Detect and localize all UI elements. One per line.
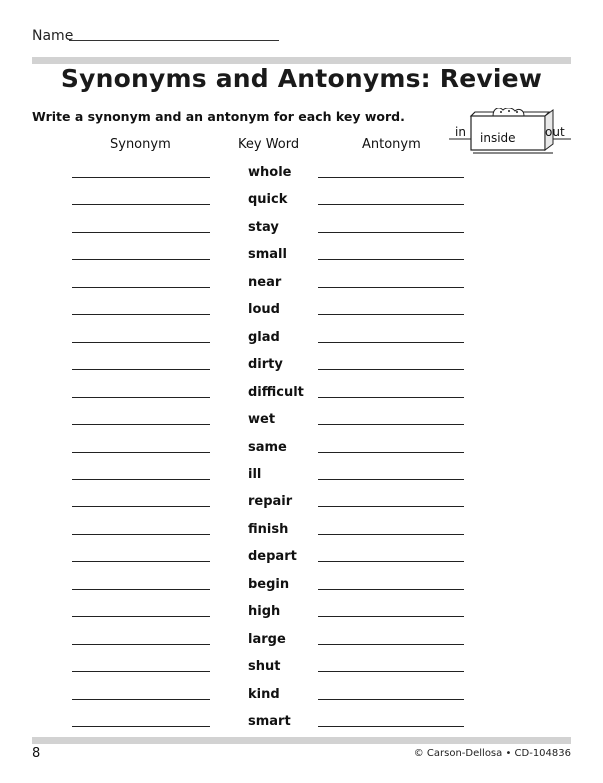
key-word: begin [248,576,290,592]
key-word: shut [248,659,281,675]
synonym-answer-line[interactable] [72,534,210,535]
antonym-answer-line[interactable] [318,177,464,178]
key-word: stay [248,219,279,235]
synonym-answer-line[interactable] [72,342,210,343]
word-row [0,357,603,377]
word-row [0,165,603,185]
synonym-answer-line[interactable] [72,177,210,178]
key-word: quick [248,192,288,208]
antonym-answer-line[interactable] [318,726,464,727]
key-word: whole [248,165,292,180]
antonym-answer-line[interactable] [318,589,464,590]
word-row [0,302,603,322]
synonym-answer-line[interactable] [72,506,210,507]
header-synonym: Synonym [110,137,171,152]
box-word-in: in [455,125,466,139]
word-row [0,220,603,240]
name-label: Name [32,28,74,44]
header-antonym: Antonym [362,137,421,152]
word-row [0,192,603,212]
antonym-answer-line[interactable] [318,397,464,398]
key-word: near [248,274,282,290]
antonym-answer-line[interactable] [318,452,464,453]
synonym-answer-line[interactable] [72,644,210,645]
key-word: glad [248,329,280,345]
antonym-answer-line[interactable] [318,479,464,480]
antonym-answer-line[interactable] [318,644,464,645]
synonym-answer-line[interactable] [72,452,210,453]
synonym-answer-line[interactable] [72,424,210,425]
synonym-answer-line[interactable] [72,314,210,315]
word-row [0,604,603,624]
box-word-out: out [545,125,565,139]
word-row [0,412,603,432]
key-word: kind [248,686,280,702]
key-word: same [248,439,287,455]
name-line[interactable] [69,40,279,41]
key-word: repair [248,494,293,510]
word-row [0,549,603,569]
page-number: 8 [32,746,41,761]
word-row [0,275,603,295]
antonym-answer-line[interactable] [318,671,464,672]
copyright: © Carson-Dellosa • CD-104836 [413,748,571,759]
word-row [0,632,603,652]
synonym-answer-line[interactable] [72,204,210,205]
instructions: Write a synonym and an antonym for each key word. [32,109,405,124]
antonym-answer-line[interactable] [318,287,464,288]
synonym-answer-line[interactable] [72,397,210,398]
key-word: depart [248,549,297,565]
word-row [0,522,603,542]
synonym-answer-line[interactable] [72,287,210,288]
synonym-answer-line[interactable] [72,369,210,370]
word-row [0,714,603,734]
key-word: large [248,631,286,647]
word-row [0,247,603,267]
word-row [0,467,603,487]
key-word: high [248,604,281,620]
top-bar [32,57,571,64]
antonym-answer-line[interactable] [318,204,464,205]
key-word: finish [248,521,289,537]
word-row [0,577,603,597]
word-row [0,659,603,679]
word-row [0,440,603,460]
key-word: difficult [248,384,304,400]
antonym-answer-line[interactable] [318,232,464,233]
synonym-answer-line[interactable] [72,589,210,590]
synonym-answer-line[interactable] [72,671,210,672]
key-word: smart [248,714,291,729]
header-key-word: Key Word [238,137,300,152]
key-word: ill [248,466,262,482]
antonym-answer-line[interactable] [318,616,464,617]
box-word-inside: inside [480,131,516,145]
word-row [0,494,603,514]
bottom-bar [32,737,571,744]
synonym-answer-line[interactable] [72,616,210,617]
key-word: small [248,247,287,263]
word-row [0,385,603,405]
synonym-answer-line[interactable] [72,259,210,260]
inside-box-illustration [449,108,571,160]
key-word: wet [248,412,276,428]
antonym-answer-line[interactable] [318,424,464,425]
antonym-answer-line[interactable] [318,259,464,260]
synonym-answer-line[interactable] [72,232,210,233]
antonym-answer-line[interactable] [318,561,464,562]
key-word: dirty [248,357,283,373]
antonym-answer-line[interactable] [318,369,464,370]
antonym-answer-line[interactable] [318,534,464,535]
antonym-answer-line[interactable] [318,506,464,507]
antonym-answer-line[interactable] [318,699,464,700]
synonym-answer-line[interactable] [72,726,210,727]
synonym-answer-line[interactable] [72,699,210,700]
synonym-answer-line[interactable] [72,561,210,562]
page-title: Synonyms and Antonyms: Review [60,64,543,93]
word-row [0,330,603,350]
antonym-answer-line[interactable] [318,314,464,315]
synonym-answer-line[interactable] [72,479,210,480]
key-word: loud [248,302,280,318]
word-row [0,687,603,707]
antonym-answer-line[interactable] [318,342,464,343]
